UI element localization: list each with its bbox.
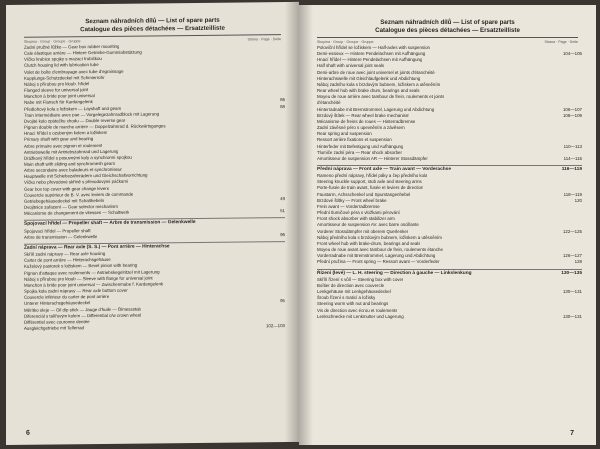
item-description: Předlohový kola s ložiskem — Layshaft and gears	[24, 105, 122, 112]
header-line-1: Seznam náhradních dílů — List of spare parts	[380, 19, 515, 26]
header-line-1: Seznam náhradních dílů — List of spare parts	[85, 16, 220, 26]
item-description: Boîtier de direction avec couvercle	[317, 282, 385, 288]
right-page	[299, 5, 596, 445]
parts-list	[299, 45, 596, 320]
item-description: d'étanchéité	[317, 100, 341, 106]
section-heading	[317, 269, 582, 277]
item-description: Frein avant — Vorderradbremse	[317, 203, 380, 209]
item-description: Gear box top cover with gear change levers	[24, 185, 109, 192]
parts-list	[6, 42, 299, 332]
item-description: Tlumiče zadní péra — Rear shock absorber	[317, 149, 402, 155]
item-description: Náboj s přírubou pro kloub. hřídel	[24, 81, 90, 87]
item-description: Hinterradnabe mit Bremstrommel, Lagerung und Abdichtung	[317, 106, 435, 112]
item-page-ref: 49	[280, 195, 285, 202]
item-description: Dvojité kolo zpátečku chodu — Double reverse gear	[24, 117, 126, 124]
item-description: Šroub řízení s maticí a ložisky	[317, 295, 376, 301]
item-description: Steering worm with nut and bearings	[317, 301, 389, 307]
item-page-ref: 86	[280, 97, 285, 103]
item-description: Měrítko oleje — Oil dip stick — Jauge d'huile — Ölmessstab	[24, 306, 141, 313]
item-description: Pignon d'attaque avec roulements — Antriebskegelritzel mit Lagerung	[24, 268, 160, 276]
item-description: Différentiel avec couronne dentée	[24, 318, 90, 325]
item-description: Náboj zadního kola s brzdovým bubnem, ložiskem a utěsněním	[317, 81, 441, 87]
item-description: Arbre primaire avec pignon et roulement	[24, 142, 103, 149]
page-header	[299, 19, 596, 35]
item-description: Vorderradnabe mit Bremstrommel, Lagerung und Abdichtung	[317, 253, 436, 259]
list-item	[317, 259, 582, 265]
gutter-shadow	[285, 2, 299, 442]
item-description: Arbre secondaire avec baladeurs et synchroniseur	[24, 166, 122, 173]
item-page-ref: 128	[574, 259, 582, 265]
list-item	[317, 156, 582, 162]
item-description: Front wheel hub with brake-drum, bearings and seals	[317, 240, 421, 246]
item-description: Front shock absorber with stabilizer arm	[317, 216, 395, 222]
item-description: Spojka kola zadní nápravy — Rear axle bottom cover	[24, 287, 128, 294]
list-item	[24, 323, 285, 332]
left-page	[6, 2, 299, 445]
item-description: Spojovací hřídel — Propeller shaft — Arbre de transmission — Gelenkwelle	[24, 220, 196, 228]
item-description: Vorderer Stossdämpfer mit oberem Querlenker	[317, 228, 409, 234]
item-description: Lenkschnecke mit Lenkmutter und Lagerung	[317, 313, 404, 319]
item-page-ref: 116—119	[561, 166, 582, 172]
item-page-ref: 51	[280, 208, 285, 214]
item-description: Kupplungs-Schutzdeckel mit Schmierrohr	[24, 74, 105, 81]
item-description: Zadní náprava — Rear axle (S. S.) — Pont arrière — Hinterachse	[24, 244, 170, 251]
item-page-ref: 114—115	[563, 155, 582, 161]
item-page-ref: 95	[280, 298, 285, 304]
item-description: Ressort arrière fixations et suspension	[317, 137, 392, 143]
item-description: Drážkový hřídel s posuvnými koly a synchronní spojkou	[24, 154, 132, 161]
item-description: Lenkgehäuse mit Lenkgehäusedeckel	[317, 289, 391, 295]
item-description: Zadní závěsné péro s upevněním a závěsem	[317, 125, 405, 131]
page-number: 6	[26, 429, 30, 437]
item-description: Demi-essieux — Hintere Pendelachsen mit Aufhängung	[317, 51, 426, 57]
section-heading	[317, 165, 582, 173]
item-description: Porte-fusée de train avant, fusée et leviers de direction	[317, 185, 424, 191]
column-header-group: Skupina · Group · Groupe · Gruppe	[24, 39, 81, 44]
item-description: Přední náprava — Front axle — Train avant — Vorderachse	[317, 166, 452, 172]
item-description: Víčko nebo převodové skříně s převodovými páčkami	[24, 179, 128, 186]
item-description: Náboj s přírubou pro kloub — Sleeve with flange for universal joint	[24, 275, 153, 282]
item-description: Main shaft with sliding and synchromesh gears	[24, 160, 116, 167]
item-page-ref: 130—135	[561, 270, 582, 276]
item-description: Pignon double de marche arrière — Doppelzahnrad d. Rückwärtsganges	[24, 123, 166, 130]
item-description: Half shaft with universal joint seals	[317, 63, 385, 69]
item-description: Couvercle supérieur de B. V. avec leviers de commande	[24, 191, 134, 198]
item-description: Rear wheel hub with brake drum, bearings and seals	[317, 88, 420, 94]
item-description: Moyeu de roue avant avec tambour de frein, roulements étanche	[317, 247, 443, 253]
item-page-ref: 106—107	[562, 106, 582, 112]
item-description: Cale élastique arrière — Hintere Getriebe-Gummiabstützung	[24, 49, 142, 56]
item-description: Víčko krabice spojky s mazací trubičkou	[24, 56, 102, 63]
item-description: Přední tlumičové péra s vložkami pérování	[317, 210, 400, 216]
item-page-ref: 104—105	[562, 51, 582, 57]
item-description: Manchon à bride pour joint universal	[24, 93, 95, 100]
item-description: Primary shaft with gear and bearing	[24, 136, 94, 143]
item-description: Hinterfeder mit Befestigung und Aufhängung	[317, 143, 404, 149]
item-description: Getriebegehäusedeckel mit Schalthebeln	[24, 197, 105, 204]
item-description: Rameno přední nápravy, hřídel páky a čep předního kola	[317, 173, 428, 179]
item-description: Přední pružina — Front spring — Ressort avant — Vorderfeder	[317, 259, 440, 265]
item-page-ref: 96	[280, 231, 285, 237]
item-page-ref: 126—127	[562, 253, 582, 259]
item-description: Dvojitnice zařazení — Gear selector mechanism	[24, 203, 118, 210]
item-description: Demi-arbre de roue avec joint universel et joints d'étanchéité	[317, 69, 435, 75]
item-description: Kuželový pastorek s ložiskem — Bevel pinion with bearing	[24, 263, 138, 270]
item-description: Zadní pružné lůžko — Gear box rubber mounting	[24, 43, 120, 50]
item-description: Poloviční hřídel se ložiskem — Half-axles with suspension	[317, 45, 430, 50]
item-description: Náboj předního kola s brzdovým bubnem, ložiskem a utěsněním	[317, 234, 442, 240]
item-description: Ausgleichgetriebe mit Tellerrad	[24, 325, 84, 331]
item-description: Amortisseur de suspension AV. avec barre oscillante	[317, 222, 419, 228]
booklet-spread	[6, 5, 596, 445]
list-item	[24, 208, 285, 217]
item-description: Flanged sleeve for universal joint	[24, 87, 89, 93]
list-item	[24, 232, 285, 241]
item-page-ref: 130—131	[562, 313, 582, 319]
item-page-ref: 110—113	[563, 143, 582, 149]
column-header-group: Skupina · Group · Groupe · Gruppe	[317, 40, 374, 44]
item-page-ref: 102—103	[265, 323, 285, 329]
page-header	[6, 16, 299, 35]
item-description: Hauptwelle mit Schiebezahnrädern und Gleichschaltvorrichtung	[24, 172, 148, 180]
column-header-page: Strana · Page · Seite	[544, 40, 578, 44]
header-line-2: Catalogue des pièces détachées — Ersatzteilliste	[375, 27, 520, 34]
item-description: Vis de direction avec écrou et roulements	[317, 307, 398, 313]
item-page-ref: 108—109	[562, 112, 582, 118]
item-description: Antriebswelle mit Antriebszahnrad und Lagerung	[24, 148, 119, 155]
item-description: Clutch housing lid with lubrication tube	[24, 62, 99, 69]
item-description: Nabe mit Flansch für Kardangelenk	[24, 99, 93, 106]
gutter-shadow	[299, 5, 313, 445]
item-description: Řízení (levé) — L. H. steering — Direction à gauche — Linkslenkung	[317, 270, 472, 276]
item-description: Carter de pont arrière — Hinterachsgehäuse	[24, 257, 111, 264]
header-line-2: Catalogue des pièces détachées — Ersatzteilliste	[80, 24, 225, 34]
item-description: Spojovací hřídel — Propeller shaft	[24, 227, 91, 234]
item-description: Arbre de transmission — Gelenkwelle	[24, 233, 98, 240]
item-description: Couvercle inférieur du carter de pont arrière	[24, 294, 110, 300]
item-description: Train intermédiaire avec pae — Vorgelegezahnradblock mit Lagerung	[24, 111, 160, 118]
item-description: Hnací hřídel s ozubeným kolem a ložiskem	[24, 130, 108, 136]
column-header-page: Strana · Page · Seite	[247, 37, 281, 42]
column-header	[299, 38, 596, 45]
item-description: Skříň zadní nápravy — Rear axle housing	[24, 251, 106, 257]
item-description: Manchon à bride pour joint universal — Zwischenmabe f. Kardangelenk	[24, 281, 164, 288]
item-description: Rear spring and suspension	[317, 131, 372, 137]
item-description: Faustarm, Achsschenkel und Spurstangenhebel	[317, 191, 411, 197]
item-description: Skříň řízení s vůlí — Steering box with cover	[317, 276, 404, 282]
item-description: Hnací hřídel — Hintere Pendelachsen mit Aufhängung	[317, 57, 423, 63]
item-description: Brzdový štítek — Rear wheel brake mechanism	[317, 112, 410, 118]
item-page-ref: 120	[574, 197, 582, 203]
item-description: Amortisseur de suspension AR — Hinterer Stossdämpfer	[317, 155, 428, 161]
item-description: Diferenciál s talířovým kolem — Differential c/w crown wheel	[24, 312, 142, 319]
item-description: Mécanisme de changement de vitesses — Schaltwerk	[24, 209, 130, 217]
item-description: Volet de boîte d'embrayage avec tube d'egraissage	[24, 68, 124, 75]
item-page-ref: 122—125	[562, 228, 582, 234]
item-page-ref: 118—119	[563, 191, 582, 197]
page-number: 7	[570, 430, 574, 437]
item-description: Moyeu de roue arrière avec tambour de frein, roulements et joints	[317, 94, 445, 100]
item-page-ref: 130—131	[562, 289, 582, 295]
list-item	[317, 314, 582, 320]
item-description: Unterer Hinterachsgehäusedeckel	[24, 300, 91, 307]
item-description: Steering knuckle support, stub axle and steering arms	[317, 179, 422, 185]
item-page-ref: 88	[280, 103, 285, 109]
item-description: Hinterachswelle mit Gleichlaufgelenk und Abdichtung	[317, 75, 421, 81]
item-description: Mécanisme de freins de roues — Hinterradbremse	[317, 118, 416, 124]
item-description: Brzdové štítky — Front wheel brake	[317, 197, 387, 203]
